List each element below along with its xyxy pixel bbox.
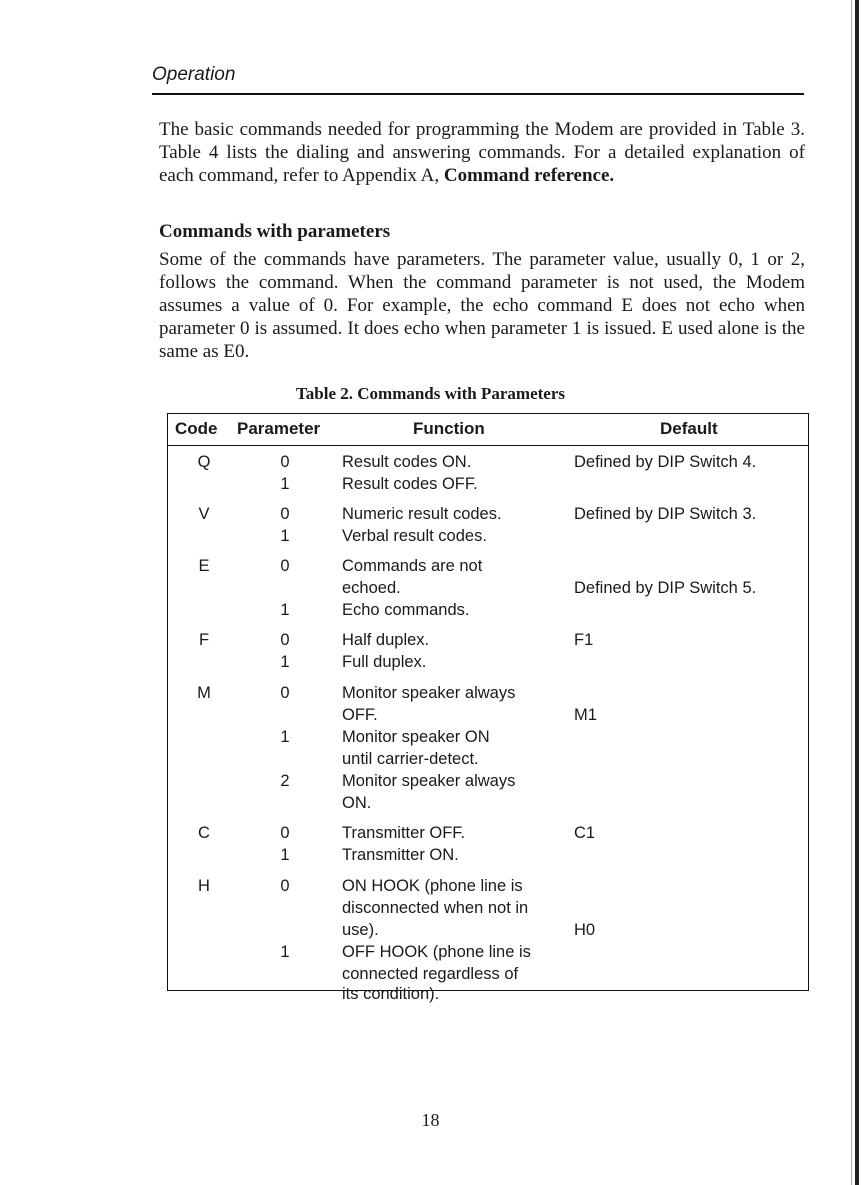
parameter-cell: 1	[280, 653, 290, 671]
running-head: Operation	[152, 64, 236, 85]
code-cell: E	[198, 557, 210, 575]
code-cell: M	[197, 684, 211, 702]
function-cell: disconnected when not in	[342, 899, 529, 917]
function-cell: Numeric result codes.	[342, 505, 502, 523]
parameter-cell: 0	[280, 453, 290, 471]
parameter-cell: 0	[280, 824, 290, 842]
code-cell: C	[198, 824, 210, 842]
function-cell: Transmitter ON.	[342, 846, 459, 864]
page-edge-line	[851, 0, 852, 1185]
section-heading: Commands with parameters	[159, 221, 391, 242]
parameter-cell: 0	[280, 877, 290, 895]
command-reference-link: Command reference.	[443, 165, 615, 186]
column-header-code: Code	[175, 419, 218, 438]
parameter-cell: 1	[280, 475, 290, 493]
parameter-cell: 1	[280, 728, 290, 746]
header-rule	[152, 93, 804, 95]
table-caption: Table 2. Commands with Parameters	[296, 384, 565, 403]
section-paragraph: Some of the commands have parameters. The parameter value, usually 0, 1 or 2, follows the command. When the command parameter is not used, the Modem assumes a value of 0. For example, the echo command E does not echo when parameter 0 is assumed. It does echo when parameter 1 is issued. E used alone is the same as E0.	[159, 249, 805, 362]
code-cell: V	[198, 505, 210, 523]
default-cell: Defined by DIP Switch 4.	[574, 453, 757, 471]
default-cell: Defined by DIP Switch 3.	[574, 505, 757, 523]
function-cell: Half duplex.	[342, 631, 430, 649]
parameter-cell: 1	[280, 943, 290, 961]
parameter-cell: 1	[280, 527, 290, 545]
parameter-cell: 1	[280, 846, 290, 864]
function-cell: Result codes OFF.	[342, 475, 478, 493]
function-cell: until carrier-detect.	[342, 750, 479, 768]
code-cell: F	[198, 631, 210, 649]
column-header-function: Function	[413, 419, 485, 438]
function-cell: ON HOOK (phone line is	[342, 877, 523, 895]
default-cell: C1	[574, 824, 596, 842]
parameter-cell: 0	[280, 631, 290, 649]
function-cell: Monitor speaker ON	[342, 728, 490, 746]
function-cell: OFF HOOK (phone line is	[342, 943, 531, 961]
parameter-cell: 1	[280, 601, 290, 619]
function-cell: Commands are not	[342, 557, 483, 575]
function-cell: echoed.	[342, 579, 401, 597]
column-header-default: Default	[660, 419, 718, 438]
parameter-cell: 2	[280, 772, 290, 790]
function-cell: OFF.	[342, 706, 378, 724]
code-cell: H	[198, 877, 210, 895]
column-header-parameter: Parameter	[237, 419, 321, 438]
intro-text: The basic commands needed for programming the Modem are provided in Table 3. Table 4 lists the dialing and answering commands. For a detailed explanation of each command, refer to Appendix A,	[159, 119, 805, 186]
function-cell: ON.	[342, 794, 372, 812]
function-cell: Echo commands.	[342, 601, 470, 619]
parameter-cell: 0	[280, 684, 290, 702]
default-cell: F1	[574, 631, 594, 649]
function-cell: Monitor speaker always	[342, 772, 516, 790]
function-cell: Result codes ON.	[342, 453, 472, 471]
function-cell: Transmitter OFF.	[342, 824, 466, 842]
function-cell: its condition).	[342, 985, 440, 1003]
function-cell: connected regardless of	[342, 965, 519, 983]
default-cell: Defined by DIP Switch 5.	[574, 579, 757, 597]
page-number: 18	[421, 1110, 440, 1130]
function-cell: use).	[342, 921, 379, 939]
table-header-rule	[167, 445, 808, 446]
code-cell: Q	[197, 453, 211, 471]
page-edge-shadow	[855, 0, 859, 1185]
parameter-cell: 0	[280, 505, 290, 523]
default-cell: M1	[574, 706, 597, 724]
function-cell: Verbal result codes.	[342, 527, 487, 545]
function-cell: Monitor speaker always	[342, 684, 516, 702]
parameter-cell: 0	[280, 557, 290, 575]
intro-paragraph	[159, 118, 805, 187]
default-cell: H0	[574, 921, 596, 939]
function-cell: Full duplex.	[342, 653, 427, 671]
